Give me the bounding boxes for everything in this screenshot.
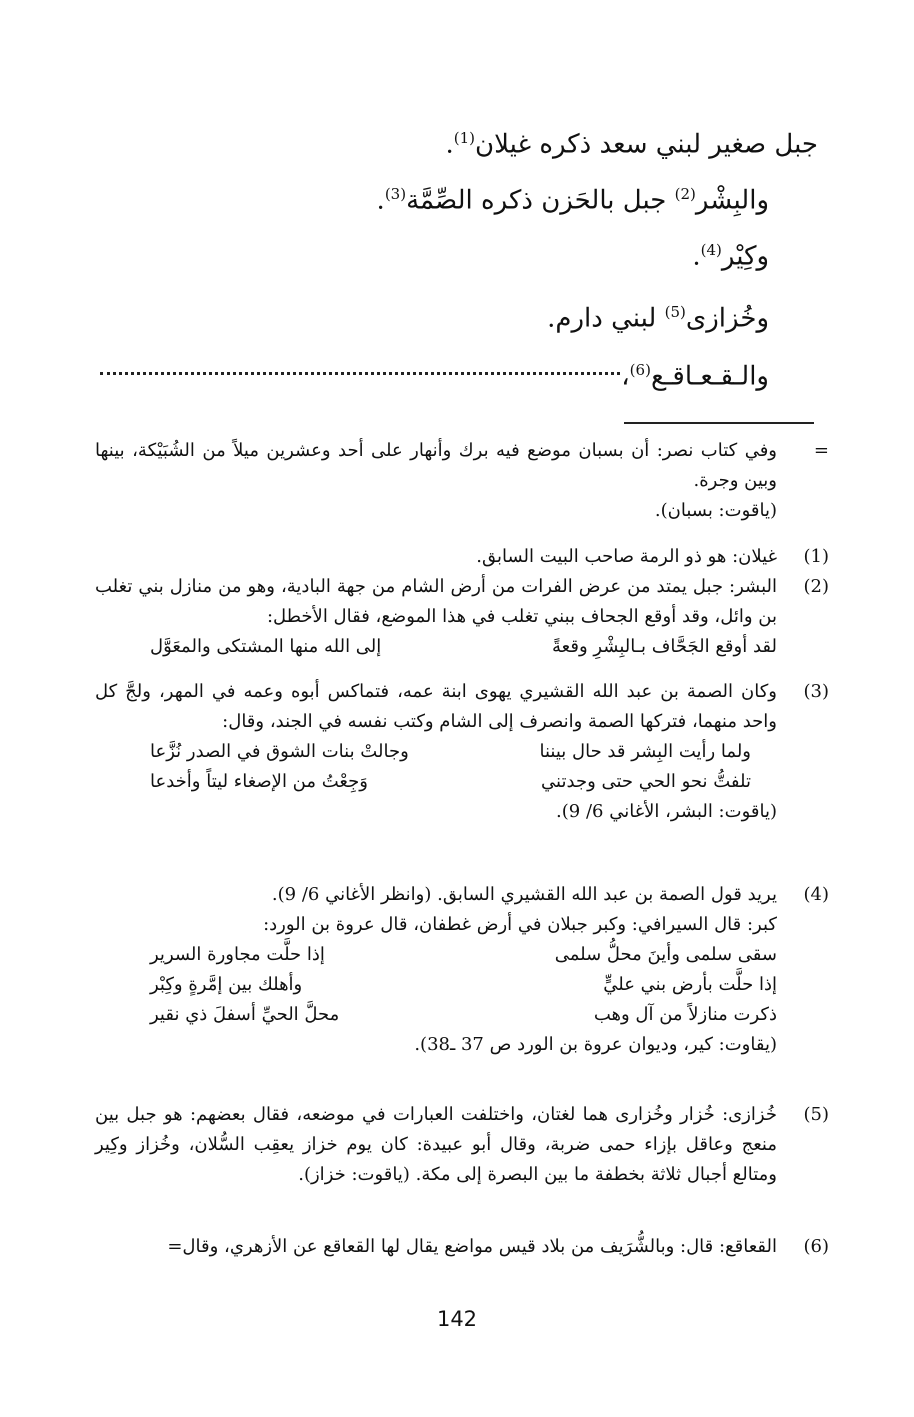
footnote-text: خُزازى: خُزار وخُزارى هما لغتان، واختلفت العبارات في موضعه، فقال بعضهم: هو جبل بين منعج وعاقل بإزاء حمى ضربة، وقال أبو عبيدة: كان يوم خزاز يعقِب السُّلان، وخُزاز وكِير ومتالع أجبال ثلاثة بخطفة ما بين البصرة إلى مكة. (ياقوت: خزاز). [95,1104,777,1185]
footnote-number: (4) [803,884,829,905]
page-number: 142 [436,1307,478,1331]
footnote-ref-4[interactable]: (4) [700,241,722,259]
footnote-number: (2) [803,576,829,597]
footnote-ref-5[interactable]: (5) [664,303,686,321]
footnote-4 [95,880,829,1060]
main-line-4: وخُزازى$^{(5)}$ لبني دارم. [547,303,769,334]
footnote-1 [95,542,829,572]
footnote-number: (5) [803,1104,829,1125]
footnote-number: (3) [803,681,829,702]
footnote-2 [95,572,829,662]
hemistich-second: إذا حلَّت مجاورة السرير [150,944,325,965]
hemistich-second: وجالتْ بنات الشوق في الصدر نُزَّعا [150,741,409,762]
hemistich-first: إذا حلَّت بأرض بني عليٍّ [603,974,777,995]
footnote-source: (ياقوت: بسبان). [654,500,777,521]
footnote-ref-6[interactable]: (6) [629,361,651,379]
footnote-ref-2[interactable]: (2) [674,185,696,203]
main-line-5: والـقـعـاقـع$^{(6)}$، [621,361,769,392]
footnote-5 [95,1100,829,1190]
footnote-text: غيلان: هو ذو الرمة صاحب البيت السابق. [476,546,777,567]
hemistich-second: وأهلك بين إمَّرةٍ وكِبْر [150,974,303,995]
footnote-text: وكان الصمة بن عبد الله القشيري يهوى ابنة عمه، فتماكس أبوه وعمه في المهر، ولجَّ كل واحد منهما، فتركها الصمة وانصرف إلى الشام وكتب نفسه في الجند، وقال: [95,681,777,732]
poem-verse [95,1000,777,1030]
footnote-text: وفي كتاب نصر: أن بسبان موضع فيه برك وأنهار على أحد وعشرين ميلاً من الشُبَيْكة، بينها وبين وجرة. [95,440,777,491]
footnote-text: القعاقع: قال: وبالشُّرَيف من بلاد قيس مواضع يقال لها القعاقع عن الأزهري، وقال= [167,1236,777,1257]
footnote-source: (ياقوت: البشر، الأغاني 6/ 9). [556,801,777,822]
poem-verse [95,767,751,797]
footnote-6 [95,1232,829,1262]
poem-verse [95,737,751,767]
footnote-3 [95,677,829,827]
hemistich-second: وَجِعْتُ من الإصغاء ليتاً وأخدعا [150,771,368,792]
footnote-separator [624,422,814,424]
poem-verse [95,940,777,970]
hemistich-first: سقى سلمى وأينَ محلُّ سلمى [554,944,777,965]
hemistich-second: محلَّ الحيِّ أسفلَ ذي نقير [150,1004,340,1025]
poem-verse [95,632,777,662]
footnote-source: (يقاوت: كير، وديوان عروة بن الورد ص 37 ـ38). [414,1034,777,1055]
footnote-marker: = [813,440,829,461]
footnote-ref-1[interactable]: (1) [453,129,476,147]
hemistich-first: تلفتُّ نحو الحي حتى وجدتني [541,771,751,792]
main-line-3: وكِيْر$^{(4)}$. [692,241,769,272]
poem-verse [95,970,777,1000]
footnote-number: (1) [803,546,829,567]
ellipsis-dots [100,372,620,375]
footnote-text: كبر: قال السيرافي: وكبر جبلان في أرض غطفان، قال عروة بن الورد: [263,914,777,935]
hemistich-first: لقد أوقع الجَحَّاف بـالبِشْرِ وقعةً [552,636,777,657]
hemistich-first: ذكرت منازلاً من آل وهب [593,1004,777,1025]
footnote-ref-3[interactable]: (3) [384,185,407,203]
main-line-2: والبِشْر$^{(2)}$ جبل بالحَزن ذكره الصِّمَّة$^{(3)}$. [376,185,769,216]
footnote-text: يريد قول الصمة بن عبد الله القشيري السابق. (وانظر الأغاني 6/ 9). [271,884,777,905]
hemistich-first: ولما رأيت البِشر قد حال بيننا [539,741,751,762]
footnote-continued [95,436,829,526]
footnote-text: البشر: جبل يمتد من عرض الفرات من أرض الشام من جهة البادية، وهو من منازل بني تغلب بن وائل، وقد أوقع الجحاف ببني تغلب في هذا الموضع، فقال الأخطل: [95,576,777,627]
footnote-number: (6) [803,1236,829,1257]
hemistich-second: إلى الله منها المشتكى والمعَوَّل [150,636,382,657]
main-line-1: جبل صغير لبني سعد ذكره غيلان$^{(1)}$. [445,129,818,160]
